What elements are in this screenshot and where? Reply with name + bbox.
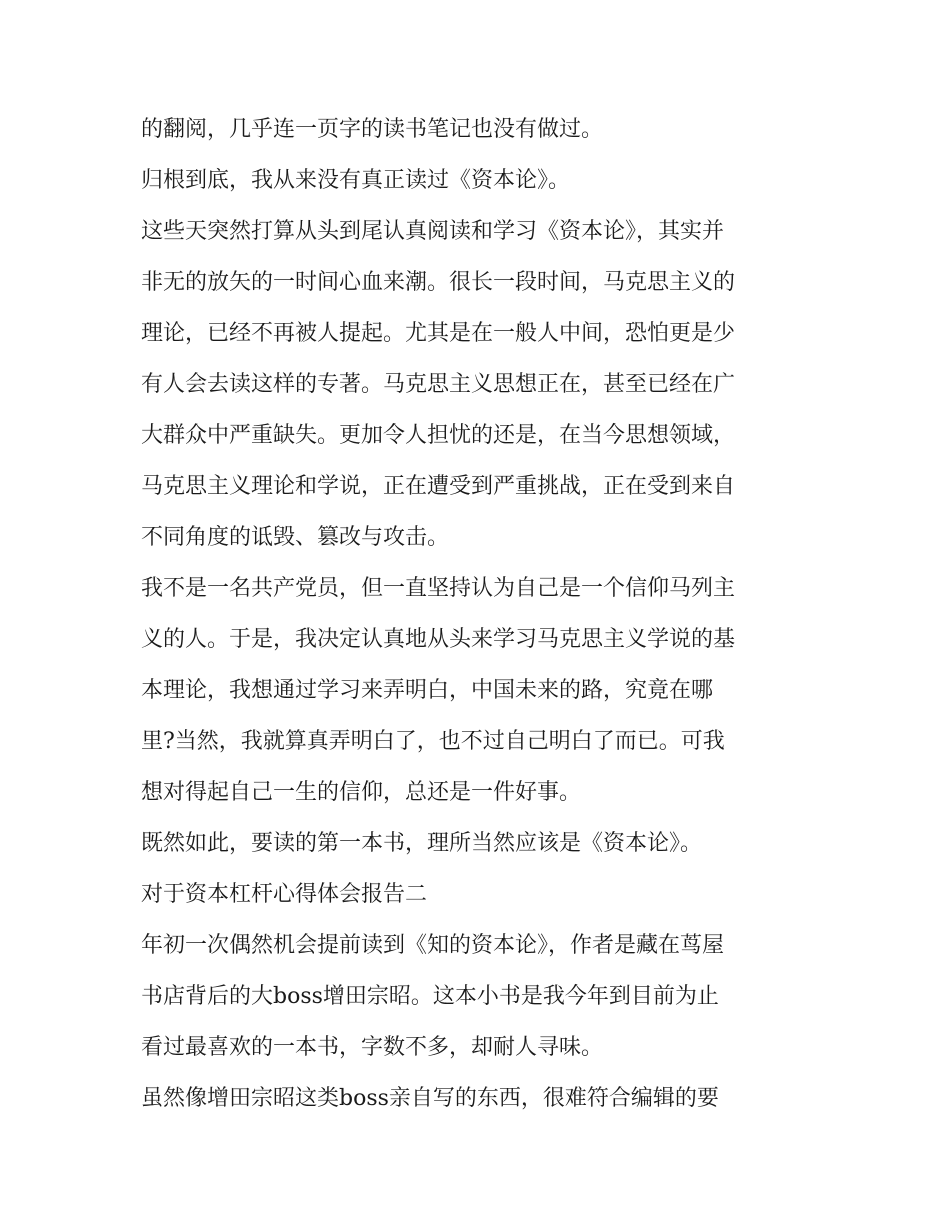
text-line: 的翻阅，几乎连一页字的读书笔记也没有做过。 xyxy=(141,117,604,142)
paragraph-3 xyxy=(141,206,821,563)
paragraph-5 xyxy=(141,818,821,869)
text-line: 有人会去读这样的专著。马克思主义思想正在，甚至已经在广 xyxy=(141,372,736,397)
text-line: 马克思主义理论和学说，正在遭受到严重挑战，正在受到来自 xyxy=(141,474,736,499)
paragraph-2 xyxy=(141,155,821,206)
paragraph-4 xyxy=(141,563,821,818)
text-line: 对于资本杠杆心得体会报告二 xyxy=(141,882,428,907)
text-line: 书店背后的大boss增田宗昭。这本小书是我今年到目前为止 xyxy=(141,984,719,1009)
paragraph-6 xyxy=(141,920,821,1073)
paragraph-7 xyxy=(141,1073,821,1124)
text-line: 不同角度的诋毁、篡改与攻击。 xyxy=(141,525,450,550)
text-line: 非无的放矢的一时间心血来潮。很长一段时间，马克思主义的 xyxy=(141,270,736,295)
text-line: 这些天突然打算从头到尾认真阅读和学习《资本论》，其实并 xyxy=(141,219,725,244)
text-line: 理论，已经不再被人提起。尤其是在一般人中间，恐怕更是少 xyxy=(141,321,736,346)
text-line: 义的人。于是，我决定认真地从头来学习马克思主义学说的基 xyxy=(141,627,736,652)
paragraph-1 xyxy=(141,104,821,155)
text-line: 大群众中严重缺失。更加令人担忧的还是，在当今思想领域， xyxy=(141,423,736,448)
text-line: 我不是一名共产党员，但一直坚持认为自己是一个信仰马列主 xyxy=(141,576,736,601)
text-line: 想对得起自己一生的信仰，总还是一件好事。 xyxy=(141,780,582,805)
text-line: 本理论，我想通过学习来弄明白，中国未来的路，究竟在哪 xyxy=(141,678,714,703)
text-line: 虽然像增田宗昭这类boss亲自写的东西，很难符合编辑的要 xyxy=(141,1086,719,1111)
text-line: 归根到底，我从来没有真正读过《资本论》。 xyxy=(141,168,571,193)
text-line: 里?当然，我就算真弄明白了，也不过自己明白了而已。可我 xyxy=(141,729,725,754)
text-line: 看过最喜欢的一本书，字数不多，却耐人寻味。 xyxy=(141,1035,604,1060)
text-line: 年初一次偶然机会提前读到《知的资本论》，作者是藏在茑屋 xyxy=(141,933,725,958)
section-heading xyxy=(141,869,821,920)
text-line: 既然如此，要读的第一本书，理所当然应该是《资本论》。 xyxy=(141,831,703,856)
body-text xyxy=(141,104,821,1124)
